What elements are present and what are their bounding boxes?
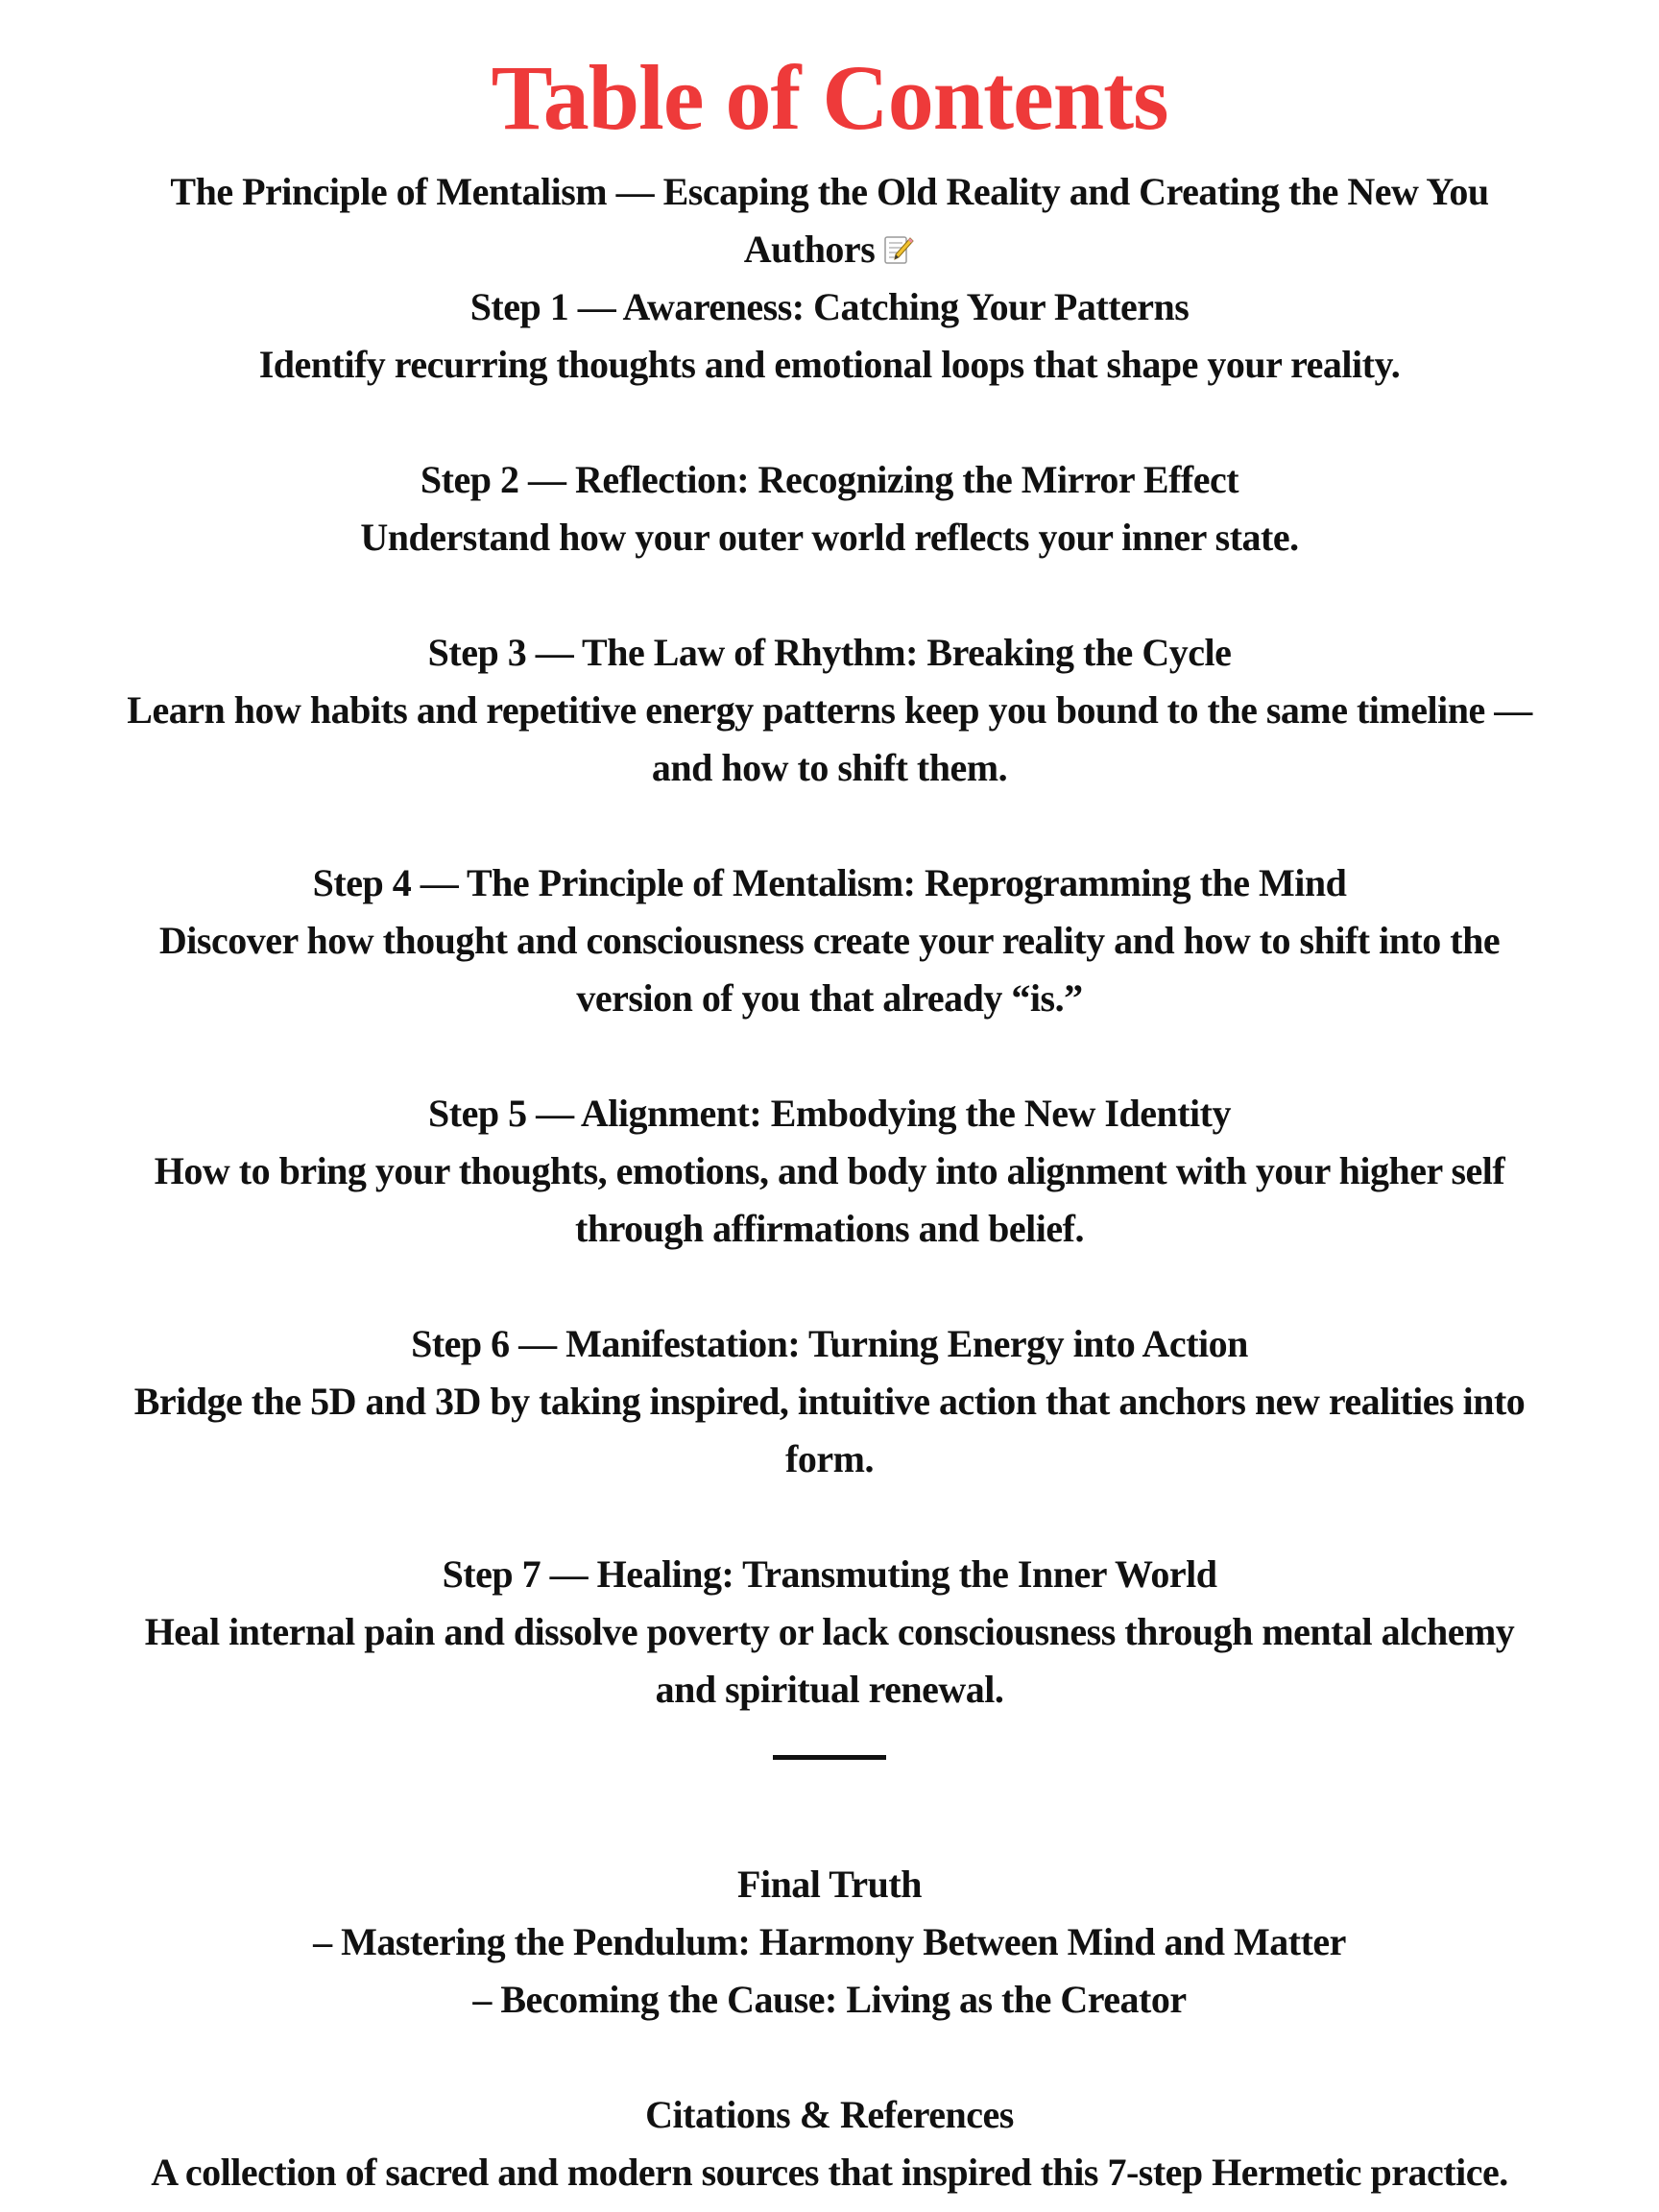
step-6 — [0, 1315, 1659, 1488]
step-heading: Step 3 — The Law of Rhythm: Breaking the Cycle — [427, 631, 1232, 674]
step-7 — [0, 1546, 1659, 1719]
pencil-memo-icon — [882, 225, 915, 257]
step-heading: Step 7 — Healing: Transmuting the Inner World — [442, 1552, 1217, 1596]
step-5 — [0, 1085, 1659, 1258]
step-4 — [0, 854, 1659, 1027]
step-1 — [0, 278, 1659, 394]
citations-heading: Citations & References — [645, 2093, 1014, 2136]
step-description: Heal internal pain and dissolve poverty or lack consciousness through mental alchemy and spiritual renewal. — [144, 1610, 1515, 1711]
step-description: How to bring your thoughts, emotions, and body into alignment with your higher self through affirmations and belief. — [154, 1149, 1505, 1250]
step-description: Learn how habits and repetitive energy patterns keep you bound to the same timeline — and how to shift them. — [127, 688, 1532, 789]
step-2 — [0, 451, 1659, 566]
step-heading: Step 4 — The Principle of Mentalism: Reprogramming the Mind — [312, 861, 1347, 904]
step-3 — [0, 624, 1659, 797]
final-truth-item: – Becoming the Cause: Living as the Creator — [472, 1978, 1187, 2021]
step-description: Bridge the 5D and 3D by taking inspired, intuitive action that anchors new realities into form. — [133, 1380, 1526, 1480]
authors-label: Authors — [743, 228, 876, 271]
step-heading: Step 2 — Reflection: Recognizing the Mirror Effect — [420, 458, 1239, 501]
authors-line — [0, 221, 1659, 278]
step-description: Discover how thought and consciousness create your reality and how to shift into the version of you that already “is.” — [158, 919, 1501, 1020]
page-title: Table of Contents — [491, 46, 1168, 149]
book-title: The Principle of Mentalism — Escaping the Old Reality and Creating the New You — [170, 170, 1489, 213]
final-truth-item: – Mastering the Pendulum: Harmony Between Mind and Matter — [313, 1920, 1346, 1963]
final-truth-heading: Final Truth — [737, 1863, 922, 1906]
step-description: Understand how your outer world reflects your inner state. — [360, 516, 1299, 559]
step-heading: Step 5 — Alignment: Embodying the New Identity — [428, 1092, 1231, 1135]
step-heading: Step 1 — Awareness: Catching Your Patterns — [469, 285, 1190, 328]
final-truth-section — [0, 1856, 1659, 2029]
citations-description: A collection of sacred and modern sources that inspired this 7-step Hermetic practice. — [151, 2151, 1508, 2194]
step-description: Identify recurring thoughts and emotional loops that shape your reality. — [258, 343, 1401, 386]
step-heading: Step 6 — Manifestation: Turning Energy into Action — [411, 1322, 1248, 1365]
table-of-contents — [0, 163, 1659, 2201]
citations-section — [0, 2086, 1659, 2201]
